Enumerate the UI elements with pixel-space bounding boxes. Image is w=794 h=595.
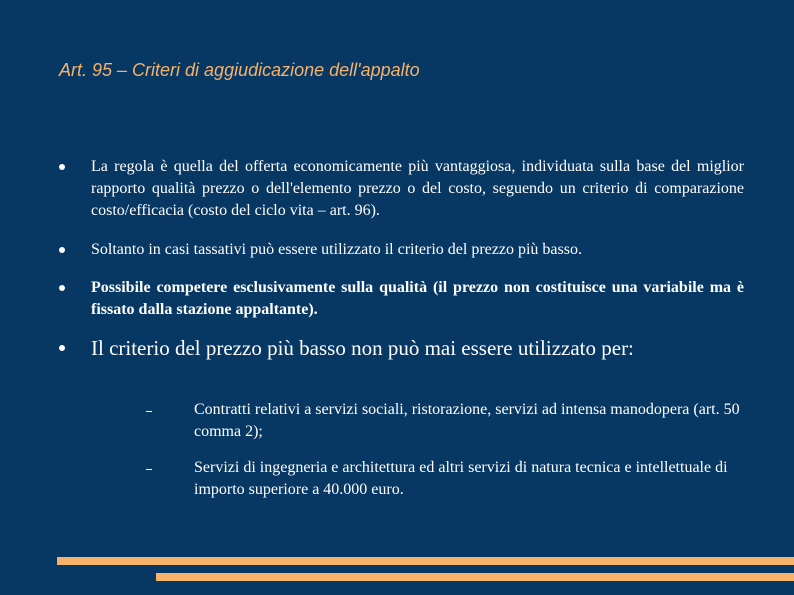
sub-list-text: Servizi di ingegneria e architettura ed altri servizi di natura tecnica e intellettuale di importo superiore a 40.000 euro.: [194, 459, 728, 498]
decorative-bar-bottom: [156, 573, 794, 581]
bullet-item: [59, 239, 749, 261]
sub-list-item: [146, 457, 756, 501]
bullet-dot-icon: [59, 247, 65, 253]
bullet-text: Possibile competere esclusivamente sulla qualità (il prezzo non costituisce una variabile ma è fissato dalla stazione appaltante).: [91, 279, 744, 318]
bullet-dot-icon: [59, 164, 65, 170]
bullet-dot-icon: [59, 345, 65, 351]
bullet-text: Soltanto in casi tassativi può essere utilizzato il criterio del prezzo più basso.: [91, 241, 582, 258]
bullet-text: La regola è quella del offerta economicamente più vantaggiosa, individuata sulla base del miglior rapporto qualità prezzo o dell'elemento prezzo o del costo, seguendo un criterio di comparazione costo/efficacia (costo del ciclo vita – art. 96).: [91, 158, 744, 219]
slide-title: Art. 95 – Criteri di aggiudicazione dell'appalto: [59, 60, 420, 80]
sub-list-text: Contratti relativi a servizi sociali, ristorazione, servizi ad intensa manodopera (art. 50 comma 2);: [194, 401, 740, 440]
decorative-bar-top: [57, 557, 794, 565]
bullet-item: [59, 277, 749, 321]
bullet-list: [59, 156, 749, 375]
dash-icon: [146, 411, 152, 412]
bullet-dot-icon: [59, 285, 65, 291]
sub-list-item: [146, 399, 756, 443]
bullet-item: [59, 334, 749, 362]
dash-icon: [146, 469, 152, 470]
bullet-text: Il criterio del prezzo più basso non può mai essere utilizzato per:: [91, 336, 634, 360]
bullet-item: [59, 156, 749, 222]
sub-list: [146, 399, 756, 515]
